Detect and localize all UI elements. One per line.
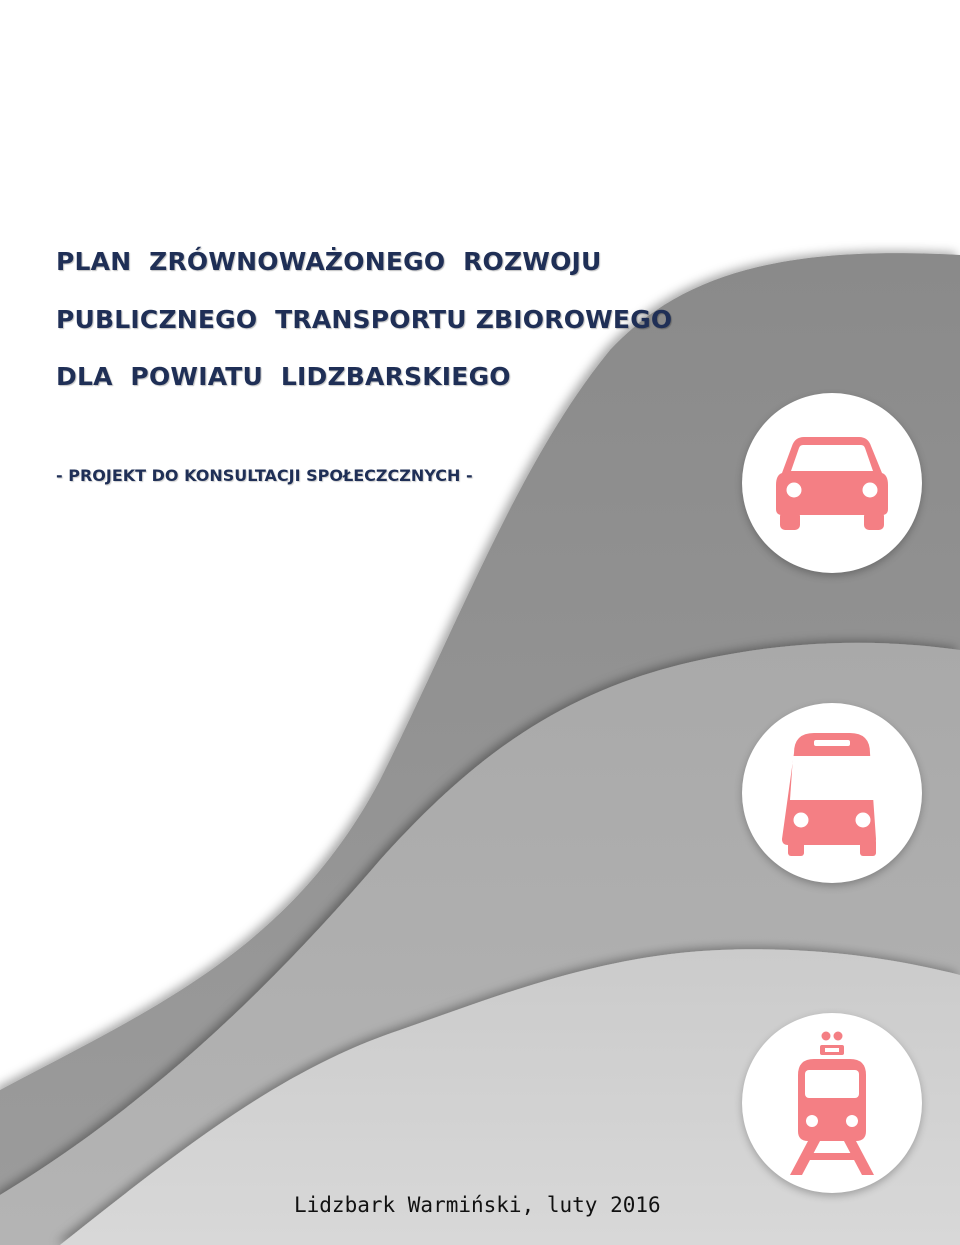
title-line-2: PUBLICZNEGO TRANSPORTU ZBIOROWEGO — [56, 305, 673, 334]
bus-icon — [742, 703, 922, 883]
footer-place-date: Lidzbark Warmiński, luty 2016 — [294, 1193, 661, 1217]
title-line-3: DLA POWIATU LIDZBARSKIEGO — [56, 362, 511, 391]
subtitle: - PROJEKT DO KONSULTACJI SPOŁECZCZNYCH - — [56, 466, 473, 485]
bus-icon-badge — [742, 703, 922, 883]
car-icon-badge — [742, 393, 922, 573]
train-icon-badge — [742, 1013, 922, 1193]
train-icon — [742, 1013, 922, 1193]
car-icon — [742, 393, 922, 573]
title-line-1: PLAN ZRÓWNOWAŻONEGO ROZWOJU — [56, 247, 602, 276]
